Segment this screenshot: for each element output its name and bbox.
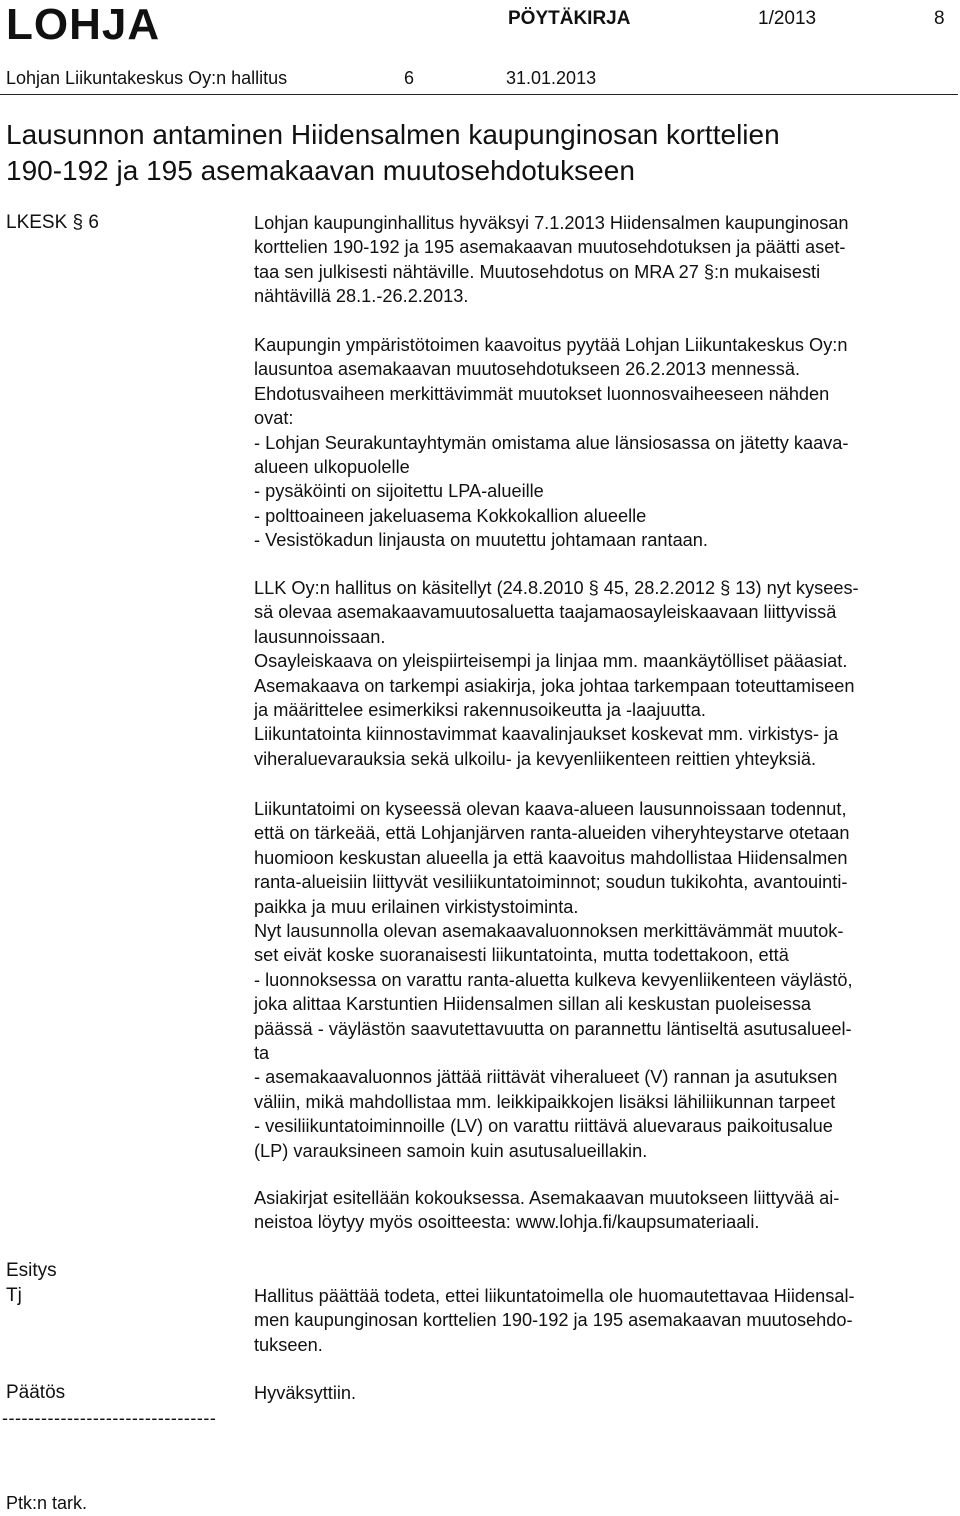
proposal-presenter: Tj (6, 1285, 22, 1306)
text-line: - vesiliikuntatoiminnoille (LV) on varattu riittävä aluevaraus paikoitusalue (254, 1116, 833, 1137)
separator-line: --------------------------------- (2, 1408, 217, 1428)
proposal-label: Esitys (6, 1260, 57, 1281)
section-number: 6 (404, 68, 415, 88)
text-line: - Lohjan Seurakuntayhtymän omistama alue länsiosassa on jätetty kaava- (254, 432, 849, 453)
minutes-checker-label: Ptk:n tark. (6, 1493, 88, 1513)
text-line: sä olevaa asemakaavamuutosaluetta taajamaosayleiskaavaan liittyvissä (254, 602, 837, 623)
text-line: Asiakirjat esitellään kokouksessa. Asemakaavan muutokseen liittyvää ai- (254, 1188, 840, 1208)
text-line: korttelien 190-192 ja 195 asemakaavan muutosehdotuksen ja päätti aset- (254, 237, 846, 258)
header-divider (0, 94, 958, 95)
text-line: lausuntoa asemakaavan muutosehdotukseen 26.2.2013 mennessä. (254, 359, 801, 380)
document-title (6, 117, 946, 189)
decision-text: Hyväksyttiin. (254, 1383, 357, 1403)
text-line: men kaupunginosan korttelien 190-192 ja 195 asemakaavan muutosehdo- (254, 1310, 853, 1331)
paragraph-materials (254, 1186, 954, 1235)
text-line: ja määrittelee esimerkiksi rakennusoikeutta ja -laajuutta. (254, 700, 706, 721)
text-line: päässä - väylästön saavutettavuutta on parannettu läntiseltä asutusalueel- (254, 1018, 852, 1039)
text-line: alueen ulkopuolelle (254, 457, 410, 478)
text-line: Liikuntatoimi on kyseessä olevan kaava-alueen lausunnoissaan todennut, (254, 799, 847, 819)
text-line: viheraluevarauksia sekä ulkoilu- ja kevyenliikenteen reittien yhteyksiä. (254, 748, 817, 769)
text-line: set eivät koske suoranaisesti liikuntatointa, mutta todettakoon, että (254, 945, 789, 966)
paragraph-statement (254, 797, 954, 1163)
lohja-logo: LOHJA (6, 0, 161, 49)
proposal-text (254, 1284, 954, 1357)
text-line: huomioon keskustan alueella ja että kaavoitus mahdollistaa Hiidensalmen (254, 847, 848, 868)
text-line: LLK Oy:n hallitus on käsitellyt (24.8.2010 § 45, 28.2.2012 § 13) nyt kysees- (254, 578, 859, 598)
document-type: PÖYTÄKIRJA (508, 8, 631, 29)
text-line: väliin, mikä mahdollistaa mm. leikkipaikkojen lisäksi lähiliikunnan tarpeet (254, 1091, 836, 1112)
text-line: ranta-alueisiin liittyvät vesiliikuntatoiminnot; soudun tukikohta, avantouinti- (254, 872, 848, 893)
decision-label: Päätös (6, 1382, 66, 1403)
text-line: Hallitus päättää todeta, ettei liikuntatoimella ole huomautettavaa Hiidensal- (254, 1286, 855, 1306)
text-line: (LP) varauksineen samoin kuin asutusalueillakin. (254, 1140, 648, 1161)
text-line: Kaupungin ympäristötoimen kaavoitus pyytää Lohjan Liikuntakeskus Oy:n (254, 335, 848, 355)
text-line: Nyt lausunnolla olevan asemakaavaluonnoksen merkittävämmät muutok- (254, 921, 844, 942)
paragraph-request (254, 333, 954, 553)
text-line: - Vesistökadun linjausta on muutettu johtamaan rantaan. (254, 530, 708, 551)
text-line: Lohjan kaupunginhallitus hyväksyi 7.1.2013 Hiidensalmen kaupunginosan (254, 213, 849, 233)
text-line: - asemakaavaluonnos jättää riittävät viheralueet (V) rannan ja asutuksen (254, 1067, 838, 1088)
text-line: joka alittaa Karstuntien Hiidensalmen sillan ali keskustan puoleisessa (254, 994, 812, 1015)
text-line: Osayleiskaava on yleispiirteisempi ja linjaa mm. maankäytölliset pääasiat. (254, 651, 848, 672)
text-line: että on tärkeää, että Lohjanjärven ranta-alueiden viheryhteystarve otetaan (254, 823, 850, 844)
text-line: - pysäköinti on sijoitettu LPA-alueille (254, 481, 544, 502)
text-line: - luonnoksessa on varattu ranta-aluetta kulkeva kevyenliikenteen väylästö, (254, 969, 853, 990)
text-line: paikka ja muu erilainen virkistystoiminta. (254, 896, 579, 917)
text-line: taa sen julkisesti nähtäville. Muutosehdotus on MRA 27 §:n mukaisesti (254, 261, 821, 282)
paragraph-intro (254, 211, 954, 309)
text-line: Asemakaava on tarkempi asiakirja, joka johtaa tarkempaan toteuttamiseen (254, 675, 855, 696)
title-line: Lausunnon antaminen Hiidensalmen kaupunginosan korttelien (6, 119, 780, 150)
text-line: Liikuntatointa kiinnostavimmat kaavalinjaukset koskevat mm. virkistys- ja (254, 724, 839, 745)
case-label: LKESK § 6 (6, 212, 99, 233)
text-line: - polttoaineen jakeluasema Kokkokallion alueelle (254, 505, 647, 526)
document-number: 1/2013 (758, 8, 817, 29)
page-number: 8 (934, 8, 945, 29)
paragraph-previous-handling (254, 576, 954, 771)
text-line: nähtävillä 28.1.-26.2.2013. (254, 286, 469, 307)
text-line: ta (254, 1043, 270, 1064)
meeting-date: 31.01.2013 (506, 68, 597, 88)
text-line: Ehdotusvaiheen merkittävimmät muutokset luonnosvaiheeseen nähden (254, 383, 830, 404)
text-line: neistoa löytyy myös osoitteesta: www.lohja.fi/kaupsumateriaali. (254, 1212, 760, 1233)
organization-name: Lohjan Liikuntakeskus Oy:n hallitus (6, 68, 288, 88)
title-line: 190-192 ja 195 asemakaavan muutosehdotukseen (6, 155, 635, 186)
text-line: tukseen. (254, 1334, 323, 1355)
text-line: ovat: (254, 408, 294, 429)
text-line: lausunnoissaan. (254, 626, 386, 647)
